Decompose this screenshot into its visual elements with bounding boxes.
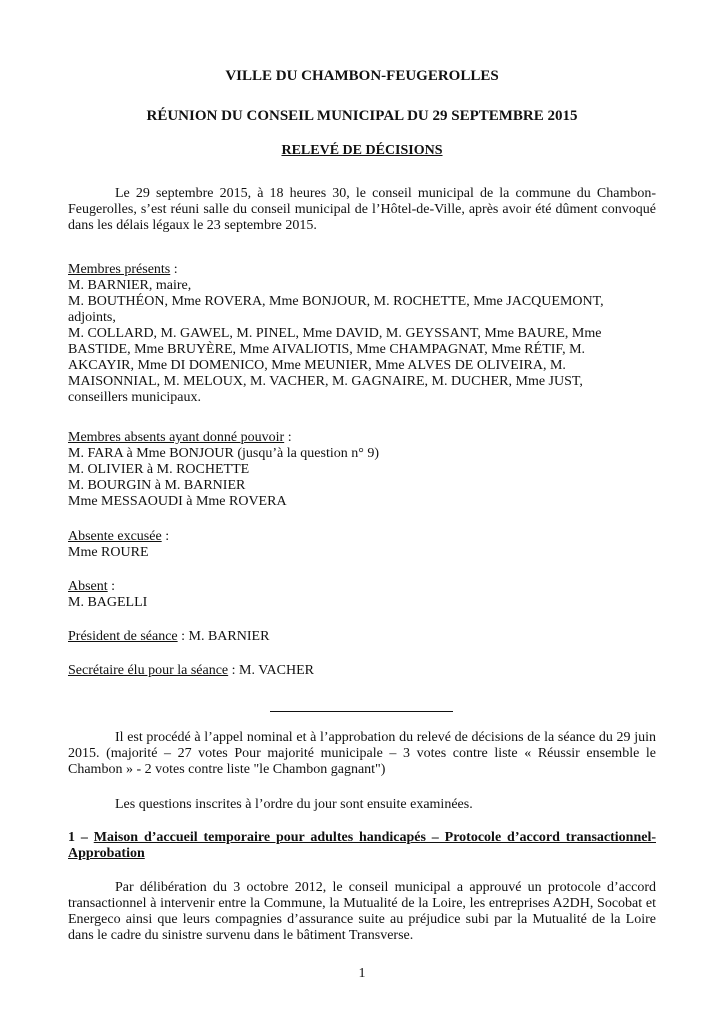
proxy-line: Mme MESSAOUDI à Mme ROVERA [68, 494, 287, 509]
present-members-label: Membres présents [68, 262, 171, 277]
section-1-number: 1 – [68, 830, 94, 845]
section-1-heading [68, 830, 656, 862]
city-title: VILLE DU CHAMBON-FEUGEROLLES [225, 68, 499, 84]
excused-label: Absente excusée [68, 529, 162, 544]
separator-rule [270, 711, 453, 712]
excused-colon: : [161, 529, 170, 544]
present-line: adjoints, [68, 310, 116, 325]
present-line: M. BOUTHÉON, Mme ROVERA, Mme BONJOUR, M. ROCHETTE, Mme JACQUEMONT, [68, 294, 604, 309]
roll-call-paragraph: Il est procédé à l’appel nominal et à l’approbation du relevé de décisions de la séance du 29 juin 2015. (majorité – 27 votes Pour majorité municipale – 3 votes contre liste « Réussir ensemble le Chambon » - 2 votes contre liste "le Chambon gagnant") [68, 730, 656, 777]
present-line: AKCAYIR, Mme DI DOMENICO, Mme MEUNIER, Mme ALVES DE OLIVEIRA, M. [68, 358, 566, 373]
proxy-line: M. OLIVIER à M. ROCHETTE [68, 462, 250, 477]
secretary-value: : M. VACHER [228, 663, 314, 678]
absent-proxy-colon: : [284, 430, 292, 445]
proxy-line: M. FARA à Mme BONJOUR (jusqu’à la question n° 9) [68, 446, 379, 461]
decisions-subtitle: RELEVÉ DE DÉCISIONS [281, 143, 443, 158]
absent-proxy-label: Membres absents ayant donné pouvoir [68, 430, 285, 445]
president-value: : M. BARNIER [177, 629, 270, 644]
present-line: BASTIDE, Mme BRUYÈRE, Mme AIVALIOTIS, Mme CHAMPAGNAT, Mme RÉTIF, M. [68, 342, 586, 357]
absent-line: M. BAGELLI [68, 595, 148, 610]
excused-section [68, 529, 656, 561]
present-line: conseillers municipaux. [68, 390, 201, 405]
absent-label: Absent [68, 579, 108, 594]
secretary-line [68, 663, 656, 679]
agenda-note: Les questions inscrites à l’ordre du jour sont ensuite examinées. [115, 797, 473, 812]
present-members-colon: : [170, 262, 178, 277]
present-line: MAISONNIAL, M. MELOUX, M. VACHER, M. GAGNAIRE, M. DUCHER, Mme JUST, [68, 374, 583, 389]
present-line: M. BARNIER, maire, [68, 278, 192, 293]
absent-section [68, 579, 656, 611]
meeting-title: RÉUNION DU CONSEIL MUNICIPAL DU 29 SEPTEMBRE 2015 [146, 108, 578, 124]
intro-paragraph: Le 29 septembre 2015, à 18 heures 30, le conseil municipal de la commune du Chambon-Feugerolles, s’est réuni salle du conseil municipal de l’Hôtel-de-Ville, après avoir été dûment convoqué dans les délais légaux le 23 septembre 2015. [68, 186, 656, 233]
proxy-line: M. BOURGIN à M. BARNIER [68, 478, 246, 493]
present-members-section [68, 262, 656, 406]
section-1-title: Maison d’accueil temporaire pour adultes handicapés – Protocole d’accord transactionnel- Approbation [68, 830, 656, 861]
absent-proxy-section [68, 430, 656, 510]
absent-colon: : [107, 579, 116, 594]
page-number: 1 [358, 966, 366, 981]
president-label: Président de séance [68, 629, 178, 644]
present-line: M. COLLARD, M. GAWEL, M. PINEL, Mme DAVID, M. GEYSSANT, Mme BAURE, Mme [68, 326, 602, 341]
section-1-body: Par délibération du 3 octobre 2012, le conseil municipal a approuvé un protocole d’accord transactionnel à intervenir entre la Commune, la Mutualité de la Loire, les entreprises A2DH, Socobat et Energeco ainsi que leurs compagnies d’assurance suite au préjudice subi par la Mutualité de la Loire dans le cadre du sinistre survenu dans le bâtiment Transverse. [68, 880, 656, 943]
excused-line: Mme ROURE [68, 545, 149, 560]
secretary-label: Secrétaire élu pour la séance [68, 663, 229, 678]
president-line [68, 629, 656, 645]
